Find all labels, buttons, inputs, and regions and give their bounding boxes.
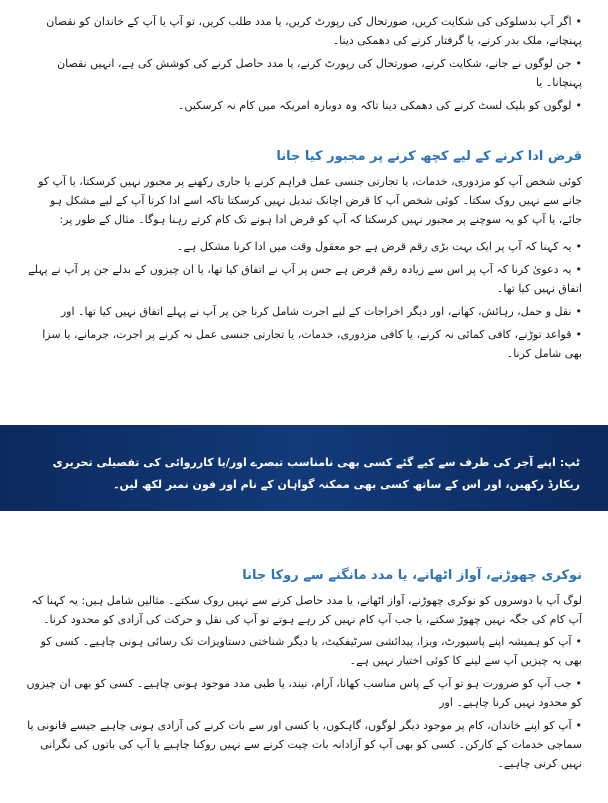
list-item: •جب آپ کو ضرورت ہو تو آپ کے پاس مناسب کھانا، آرام، نیند، یا طبی مدد موجود ہونی چاہیے۔ کسی کو بھی ان چیزوں کو محدود نہیں کرنا چاہیے۔ اور <box>26 677 582 709</box>
section-debt <box>26 148 582 367</box>
list-item: •آپ کو اپنے خاندان، کام پر موجود دیگر لوگوں، گاہکوں، یا کسی اور سے بات کرنے کی آزادی ہونی چاہیے جیسے قانونی یا سماجی خدمات کے کارکن۔ کسی کو بھی آپ کو آزادانہ بات چیت کرنے سے نہیں روکنا چاہیے یا آپ کی باتوں کی نگرانی نہیں کرنی چاہیے۔ <box>27 719 582 770</box>
tip-body: اپنے آجر کی طرف سے کیے گئے کسی بھی نامناسب تبصرے اور/یا کارروائی کی تفصیلی تحریری ریکارڈ رکھیں، اور اس کے ساتھ کسی بھی ممکنہ گواہان کے نام اور فون نمبر لکھ لیں۔ <box>52 456 580 491</box>
list-item: •آپ کو ہمیشہ اپنے پاسپورٹ، ویزا، پیدائشی سرٹیفکیٹ، یا دیگر شناختی دستاویزات تک رسائی ہونی چاہیے۔ کسی کو بھی یہ چیزیں آپ سے لینے کا کوئی اختیار نہیں ہے۔ <box>40 635 582 667</box>
bullet-icon: • <box>575 305 582 318</box>
bullet-icon: • <box>575 57 582 70</box>
bullet-icon: • <box>575 677 582 690</box>
bullet-icon: • <box>575 263 582 276</box>
movement-intro: لوگ آپ یا دوسروں کو نوکری چھوڑنے، آواز اٹھانے، یا مدد حاصل کرنے سے نہیں روک سکتے۔ مثالیں شامل ہیں: یہ کہنا کہ آپ کام کی جگہ نہیں چھوڑ سکتے، یا جب آپ کام نہیں کر رہے ہوتے تو آپ کی نقل و حرکت کی آزادی کو محدود کرنا۔ <box>31 594 582 626</box>
list-item: •یہ دعویٰ کرنا کہ آپ پر اس سے زیادہ رقم قرض ہے جس پر آپ نے اتفاق کیا تھا، یا ان چیزوں کے بدلے جن پر آپ نے پہلے اتفاق نہیں کیا تھا۔ <box>28 263 582 295</box>
list-item: •نقل و حمل، رہائش، کھانے، اور دیگر اخراجات کے لیے اجرت شامل کرنا جن پر آپ نے پہلے اتفاق نہیں کیا تھا۔ اور <box>60 305 582 318</box>
tip-label: ٹپ: <box>559 456 580 469</box>
section-movement <box>26 567 582 777</box>
list-item: •جن لوگوں نے جانے، شکایت کرنے، صورتحال کی رپورٹ کرنے، یا مدد حاصل کرنے کی کوشش کی ہے، انہیں نقصان پہنچانا۔ یا <box>57 57 582 89</box>
bullet-icon: • <box>575 635 582 648</box>
debt-heading: قرض ادا کرنے کے لیے کچھ کرنے پر مجبور کیا جانا <box>276 149 582 164</box>
list-item: •یہ کہنا کہ آپ پر ایک بہت بڑی رقم قرض ہے جو معقول وقت میں ادا کرنا مشکل ہے۔ <box>177 240 582 253</box>
movement-list <box>26 632 582 773</box>
bullet-icon: • <box>575 719 582 732</box>
debt-intro: کوئی شخص آپ کو مزدوری، خدمات، یا تجارتی جنسی عمل فراہم کرنے یا جاری رکھنے پر مجبور نہیں کرسکتا، یا آپ کو جانے سے نہیں روک سکتا۔ کوئی شخص آپ کا قرض اچانک تبدیل نہیں کرسکتا تاکہ اسے ادا کرنا آپ کے لیے مشکل ہو جائے، یا آپ کو یہ سوچنے پر مجبور نہیں کرسکتا کہ آپ کو قرض ادا ہونے تک کام کرتے رہنا ہوگا۔ مثال کے طور پر: <box>38 175 582 226</box>
bullet-icon: • <box>575 328 582 341</box>
movement-heading: نوکری چھوڑنے، آواز اٹھانے، یا مدد مانگنے سے روکا جانا <box>242 568 582 583</box>
tip-banner <box>0 425 608 511</box>
list-item: •قواعد توڑنے، کافی کمائی نہ کرنے، یا کافی مزدوری، خدمات، یا تجارتی جنسی عمل نہ کرنے پر اجرت، جرمانے، یا سزا بھی شامل کرنا۔ <box>42 328 582 360</box>
bullet-icon: • <box>575 15 582 28</box>
bullet-icon: • <box>575 99 582 112</box>
threats-list <box>26 12 582 115</box>
section-threats <box>26 12 582 119</box>
list-item: •اگر آپ بدسلوکی کی شکایت کریں، صورتحال کی رپورٹ کریں، یا مدد طلب کریں، تو آپ یا آپ کے خاندان کو نقصان پہنچانے، ملک بدر کرنے، یا گرفتار کرنے کی دھمکی دینا۔ <box>46 15 582 47</box>
list-item: •لوگوں کو بلیک لسٹ کرنے کی دھمکی دینا تاکہ وہ دوبارہ امریکہ میں کام نہ کرسکیں۔ <box>178 99 582 112</box>
debt-list <box>26 237 582 363</box>
tip-text <box>28 452 580 496</box>
bullet-icon: • <box>575 240 582 253</box>
